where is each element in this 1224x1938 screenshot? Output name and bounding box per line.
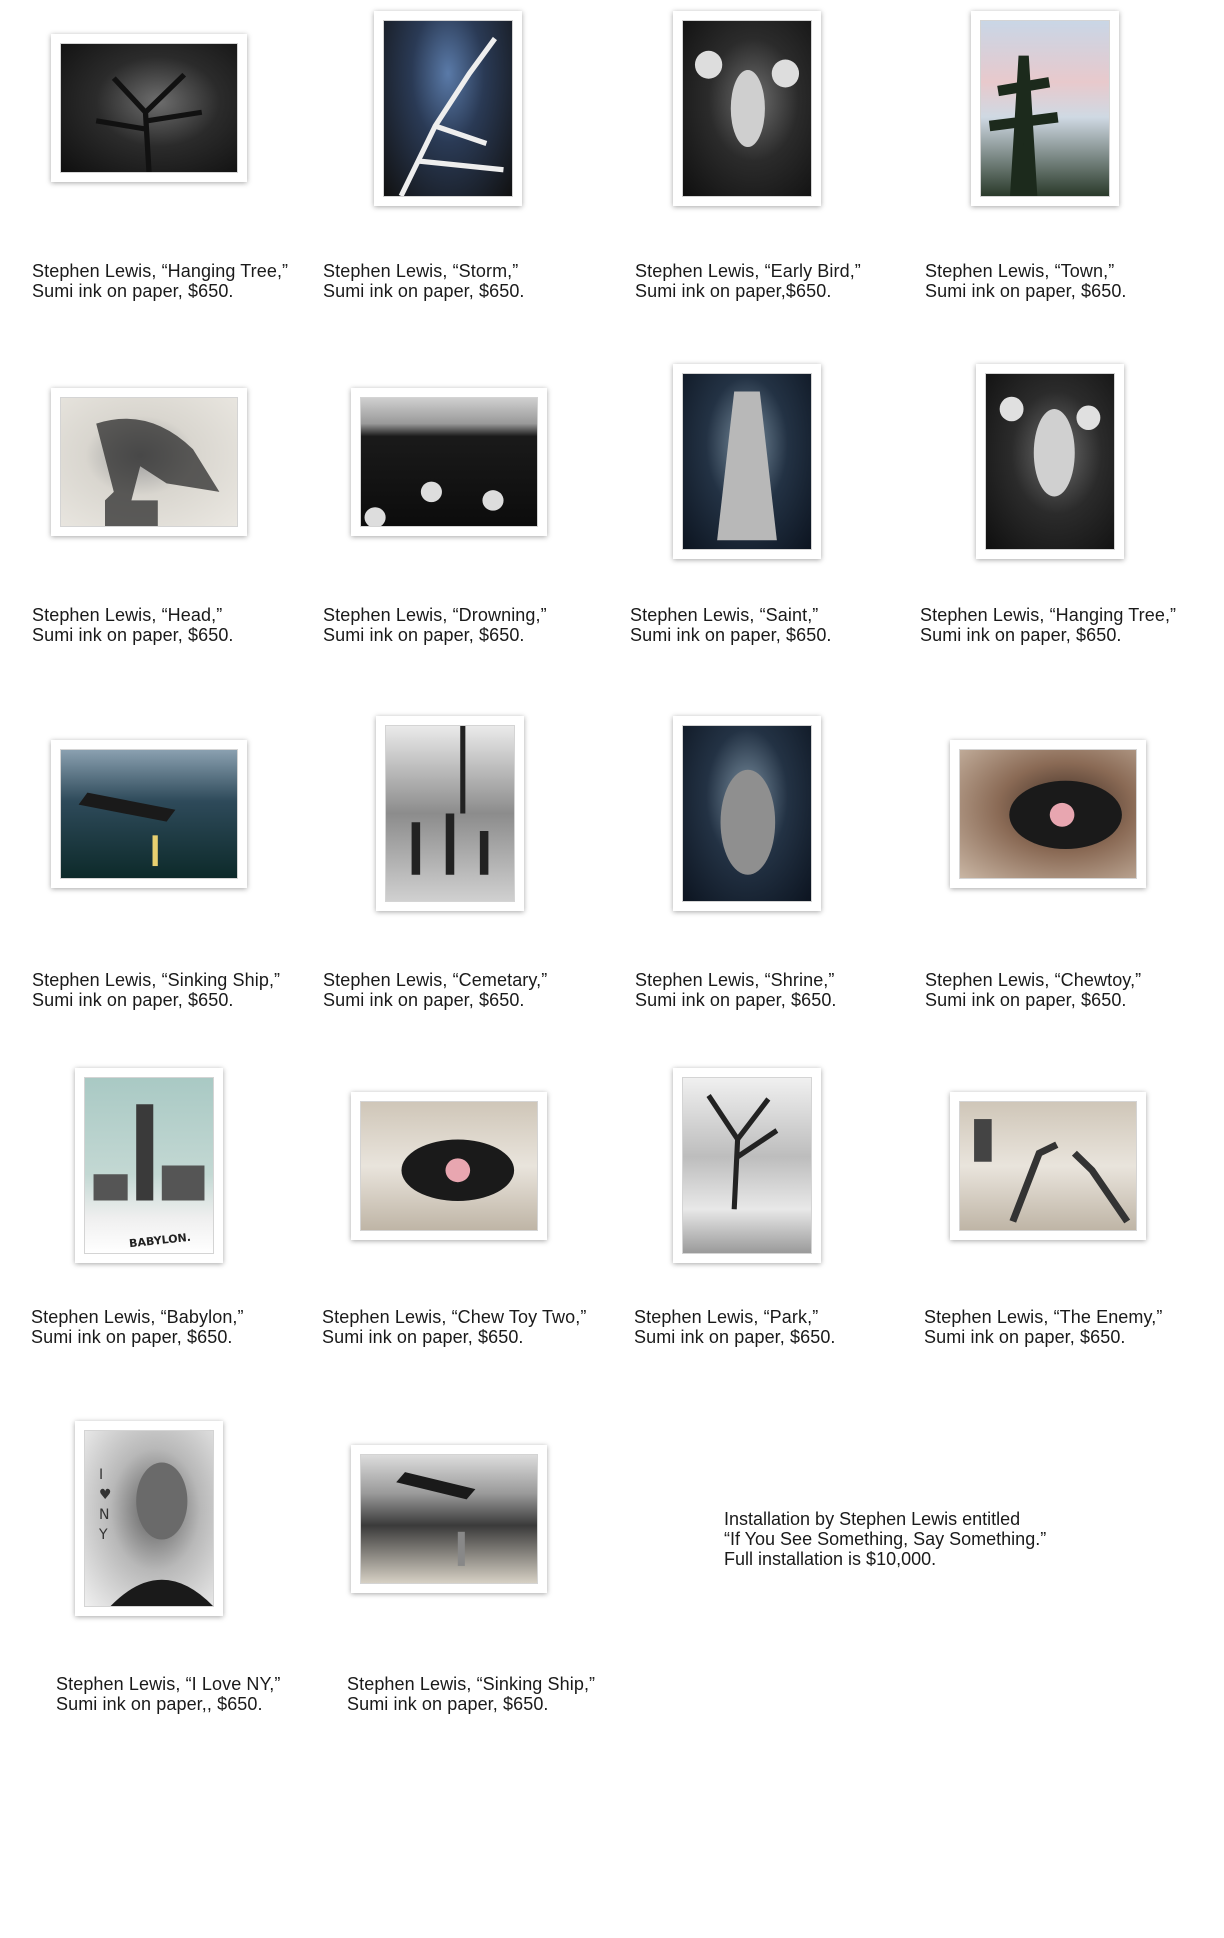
caption-title: Stephen Lewis, “Sinking Ship,” [32,970,281,990]
artwork-saint[interactable] [673,364,821,559]
artwork-sinking-ship-2[interactable] [351,1445,547,1593]
artwork-sinking-ship[interactable] [51,740,247,888]
caption-chewtoy [925,970,1141,1010]
caption-title: Stephen Lewis, “Hanging Tree,” [920,605,1177,625]
caption-head [32,605,234,645]
caption-title: Stephen Lewis, “Saint,” [630,605,819,625]
installation-line-1: Installation by Stephen Lewis entitled [724,1509,1021,1529]
artwork-image [682,725,812,902]
artwork-i-love-ny[interactable] [75,1421,223,1616]
installation-line-3: Full installation is $10,000. [724,1549,937,1569]
artwork-drowning[interactable] [351,388,547,536]
caption-medium: Sumi ink on paper,, $650. [56,1694,263,1714]
caption-title: Stephen Lewis, “Sinking Ship,” [347,1674,596,1694]
i-love-ny-lettering: I♥NY [99,1467,112,1543]
caption-storm [323,261,525,301]
caption-title: Stephen Lewis, “Hanging Tree,” [32,261,289,281]
artwork-image [84,1077,214,1254]
artwork-shrine[interactable] [673,716,821,911]
caption-shrine [635,970,837,1010]
caption-medium: Sumi ink on paper, $650. [920,625,1122,645]
artwork-babylon[interactable] [75,1068,223,1263]
artwork-image [360,1101,538,1231]
caption-title: Stephen Lewis, “Park,” [634,1307,819,1327]
caption-medium: Sumi ink on paper, $650. [635,990,837,1010]
caption-medium: Sumi ink on paper, $650. [32,625,234,645]
caption-medium: Sumi ink on paper, $650. [630,625,832,645]
artwork-cemetary[interactable] [376,716,524,911]
caption-title: Stephen Lewis, “Head,” [32,605,223,625]
caption-park [634,1307,836,1347]
artwork-image [360,397,538,527]
babylon-sign: BABYLON. [128,1230,192,1251]
artwork-image [383,20,513,197]
artwork-image [682,373,812,550]
caption-title: Stephen Lewis, “Storm,” [323,261,519,281]
artwork-hanging-tree[interactable] [51,34,247,182]
caption-medium: Sumi ink on paper, $650. [32,281,234,301]
artwork-early-bird[interactable] [673,11,821,206]
caption-medium: Sumi ink on paper, $650. [323,990,525,1010]
artwork-image [682,1077,812,1254]
caption-medium: Sumi ink on paper, $650. [634,1327,836,1347]
caption-town [925,261,1127,301]
caption-title: Stephen Lewis, “Town,” [925,261,1115,281]
caption-the-enemy [924,1307,1162,1347]
caption-medium: Sumi ink on paper, $650. [32,990,234,1010]
caption-title: Stephen Lewis, “The Enemy,” [924,1307,1163,1327]
caption-babylon [31,1307,244,1347]
caption-hanging-tree-2 [920,605,1176,645]
artwork-image [959,749,1137,879]
caption-title: Stephen Lewis, “Babylon,” [31,1307,244,1327]
artwork-chew-toy-two[interactable] [351,1092,547,1240]
caption-title: Stephen Lewis, “Chewtoy,” [925,970,1142,990]
artwork-image [84,1430,214,1607]
artwork-the-enemy[interactable] [950,1092,1146,1240]
artwork-image [60,397,238,527]
caption-title: Stephen Lewis, “Shrine,” [635,970,835,990]
caption-drowning [323,605,547,645]
caption-title: Stephen Lewis, “Early Bird,” [635,261,861,281]
artwork-image [980,20,1110,197]
caption-title: Stephen Lewis, “Drowning,” [323,605,547,625]
caption-medium: Sumi ink on paper, $650. [323,625,525,645]
caption-chew-toy-two [322,1307,586,1347]
artwork-image [959,1101,1137,1231]
caption-sinking-ship-2 [347,1674,595,1714]
artwork-town[interactable] [971,11,1119,206]
artwork-image [385,725,515,902]
artwork-image [682,20,812,197]
caption-medium: Sumi ink on paper, $650. [322,1327,524,1347]
installation-line-2: “If You See Something, Say Something.” [724,1529,1047,1549]
caption-medium: Sumi ink on paper, $650. [924,1327,1126,1347]
caption-title: Stephen Lewis, “Cemetary,” [323,970,548,990]
artwork-chewtoy[interactable] [950,740,1146,888]
installation-note [724,1509,1046,1569]
caption-title: Stephen Lewis, “I Love NY,” [56,1674,281,1694]
caption-sinking-ship [32,970,280,1010]
artwork-image [60,749,238,879]
artwork-image [60,43,238,173]
caption-medium: Sumi ink on paper,$650. [635,281,832,301]
artwork-storm[interactable] [374,11,522,206]
caption-medium: Sumi ink on paper, $650. [347,1694,549,1714]
caption-cemetary [323,970,547,1010]
artwork-head[interactable] [51,388,247,536]
artwork-hanging-tree-2[interactable] [976,364,1124,559]
artwork-park[interactable] [673,1068,821,1263]
caption-i-love-ny [56,1674,281,1714]
caption-medium: Sumi ink on paper, $650. [323,281,525,301]
caption-medium: Sumi ink on paper, $650. [925,281,1127,301]
caption-hanging-tree [32,261,288,301]
caption-medium: Sumi ink on paper, $650. [31,1327,233,1347]
artwork-image [985,373,1115,550]
caption-early-bird [635,261,861,301]
caption-title: Stephen Lewis, “Chew Toy Two,” [322,1307,587,1327]
caption-saint [630,605,832,645]
artwork-image [360,1454,538,1584]
caption-medium: Sumi ink on paper, $650. [925,990,1127,1010]
